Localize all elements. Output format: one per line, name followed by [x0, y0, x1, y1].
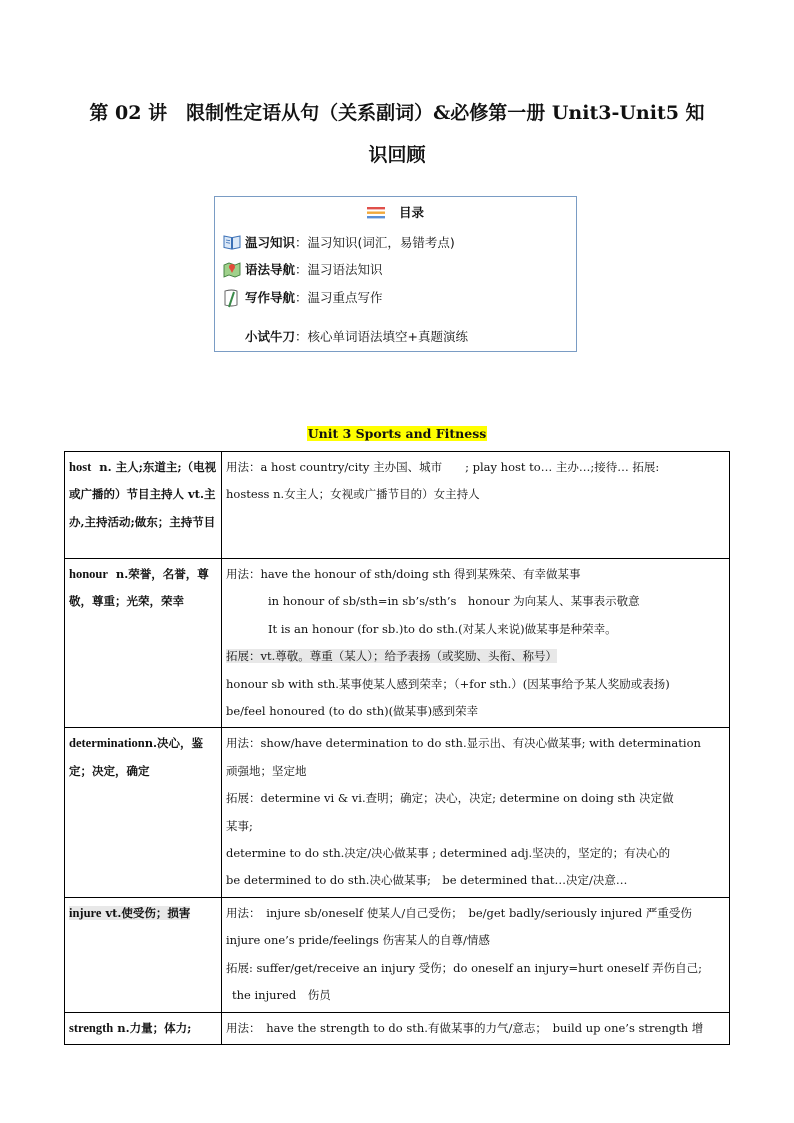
word-cell: injure vt.使受伤；损害	[65, 897, 222, 1012]
title-line-1: 第 02 讲 限制性定语从句（关系副词）&必修第一册 Unit3-Unit5 知	[89, 102, 705, 124]
word-cell: honour n.荣誉，名誉，尊敬，尊重；光荣，荣幸	[65, 559, 222, 728]
table-of-contents	[214, 196, 577, 352]
list-icon	[367, 207, 385, 222]
toc-item-review[interactable]: 温习知识 ：温习知识(词汇，易错考点)	[223, 233, 455, 251]
map-icon	[223, 260, 241, 278]
table-row	[65, 452, 730, 559]
toc-item-grammar[interactable]: 语法导航 ：温习语法知识	[223, 260, 383, 278]
pencil-paper-icon	[223, 288, 241, 306]
book-icon	[223, 233, 241, 251]
unit-title: Unit 3 Sports and Fitness	[307, 426, 487, 441]
toc-item-writing[interactable]: 写作导航 ：温习重点写作	[223, 288, 383, 306]
word-cell: determinationn.决心，鉴定；决定，确定	[65, 728, 222, 897]
document-title	[60, 92, 734, 176]
table-row	[65, 728, 730, 897]
table-row	[65, 559, 730, 728]
word-cell: strength n.力量；体力;	[65, 1012, 222, 1044]
usage-cell: 用法：a host country/city 主办国、城市 ; play host to… 主办…;接待… 拓展: hostess n.女主人；女视或广播节目的）女主持人	[222, 452, 730, 559]
table-row	[65, 1012, 730, 1044]
vocabulary-table	[64, 451, 730, 1045]
usage-cell: 用法： have the strength to do sth.有做某事的力气/意志； build up one’s strength 增	[222, 1012, 730, 1044]
title-line-2: 识回顾	[368, 144, 426, 166]
table-row	[65, 897, 730, 1012]
usage-cell: 用法： injure sb/oneself 使某人/自己受伤； be/get badly/seriously injured 严重受伤 injure one’s pride/feelings 伤害某人的自尊/情感 拓展: suffer/get/receive an injury 受伤；do oneself an injury=hurt oneself 弄伤自己; the injured 伤员	[222, 897, 730, 1012]
usage-cell: 用法：have the honour of sth/doing sth 得到某殊荣、有幸做某事 in honour of sb/sth=in sb’s/sth’s honour 为向某人、某事表示敬意 It is an honour (for sb.)to do sth.(对某人来说)做某事是种荣幸。 拓展：vt.尊敬。尊重（某人）；给予表扬（或奖励、头衔、称号） honour sb with sth.某事使某人感到荣幸；（+for sth.）(因某事给予某人奖励或表扬) be/feel honoured (to do sth)(做某事)感到荣幸	[222, 559, 730, 728]
usage-cell: 用法：show/have determination to do sth.显示出、有决心做某事; with determination 顽强地；坚定地 拓展：determine vi & vi.查明；确定；决心，决定; determine on doing sth 决定做 某事; determine to do sth.决定/决心做某事 ; determined adj.坚决的，坚定的；有决心的 be determined to do sth.决心做某事; be determined that…决定/决意…	[222, 728, 730, 897]
toc-heading: 目录	[215, 203, 576, 222]
toc-item-practice[interactable]: 小试牛刀 ：核心单词语法填空+真题演练	[245, 329, 468, 344]
word-cell: host n. 主人;东道主;（电视或广播的）节目主持人 vt.主办,主持活动;做东；主持节目	[65, 452, 222, 559]
